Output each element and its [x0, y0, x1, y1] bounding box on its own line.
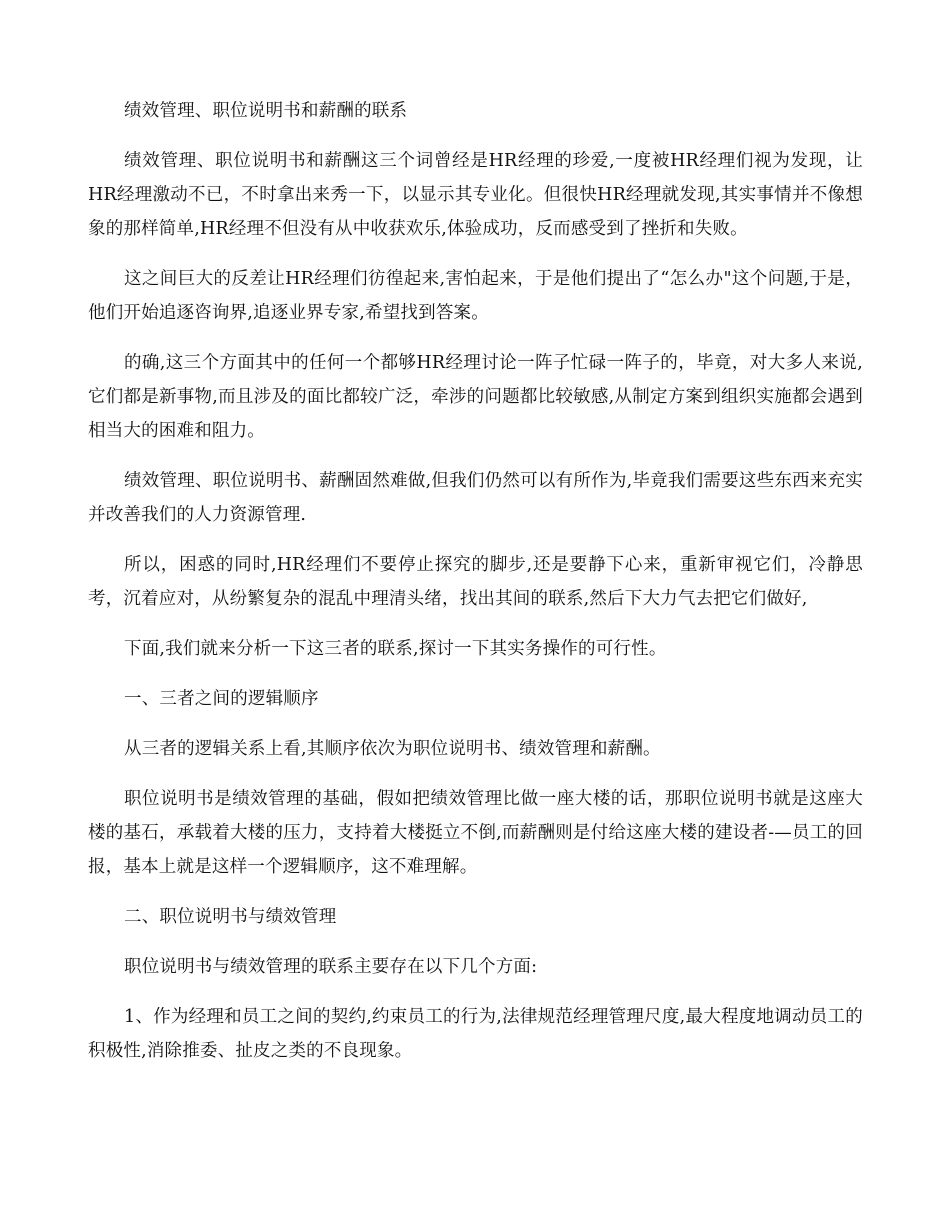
document-page: [88, 94, 863, 1084]
section-heading-logical-order: 一、三者之间的逻辑顺序: [124, 689, 319, 709]
paragraph-still-possible: 绩效管理、职位说明书、薪酬固然难做,但我们仍然可以有所作为,毕竟我们需要这些东西来充实并改善我们的人力资源管理.: [88, 471, 863, 525]
paragraph-order: 从三者的逻辑关系上看,其顺序依次为职位说明书、绩效管理和薪酬。: [124, 739, 661, 759]
paragraph-reflection: 所以，困惑的同时,HR经理们不要停止探究的脚步,还是要静下心来，重新审视它们，冷静思考，沉着应对，从纷繁复杂的混乱中理清头绪，找出其间的联系,然后下大力气去把它们做好,: [88, 555, 863, 609]
section-heading-job-description: 二、职位说明书与绩效管理: [124, 907, 337, 927]
paragraph-foundation: 职位说明书是绩效管理的基础，假如把绩效管理比做一座大楼的话，那职位说明书就是这座大楼的基石，承载着大楼的压力，支持着大楼挺立不倒,而薪酬则是付给这座大楼的建设者-—员工的回报，基本上就是这样一个逻辑顺序，这不难理解。: [88, 789, 863, 877]
paragraph-intro: 绩效管理、职位说明书和薪酬这三个词曾经是HR经理的珍爱,一度被HR经理们视为发现，让HR经理激动不已，不时拿出来秀一下，以显示其专业化。但很快HR经理就发现,其实事情并不像想象的那样简单,HR经理不但没有从中收获欢乐,体验成功，反而感受到了挫折和失败。: [88, 151, 863, 239]
document-title: 绩效管理、职位说明书和薪酬的联系: [124, 101, 408, 121]
list-item-contract: 1、作为经理和员工之间的契约,约束员工的行为,法律规范经理管理尺度,最大程度地调动员工的积极性,消除推委、扯皮之类的不良现象。: [88, 1007, 863, 1061]
paragraph-aspects-intro: 职位说明书与绩效管理的联系主要存在以下几个方面:: [124, 957, 538, 977]
paragraph-analysis-intro: 下面,我们就来分析一下这三者的联系,探讨一下其实务操作的可行性。: [124, 639, 667, 659]
paragraph-contrast: 这之间巨大的反差让HR经理们彷徨起来,害怕起来，于是他们提出了“怎么办"这个问题,于是，他们开始追逐咨询界,追逐业界专家,希望找到答案。: [88, 269, 863, 323]
paragraph-difficulty: 的确,这三个方面其中的任何一个都够HR经理讨论一阵子忙碌一阵子的，毕竟，对大多人来说,它们都是新事物,而且涉及的面比都较广泛，牵涉的问题都比较敏感,从制定方案到组织实施都会遇到相当大的困难和阻力。: [88, 353, 863, 441]
